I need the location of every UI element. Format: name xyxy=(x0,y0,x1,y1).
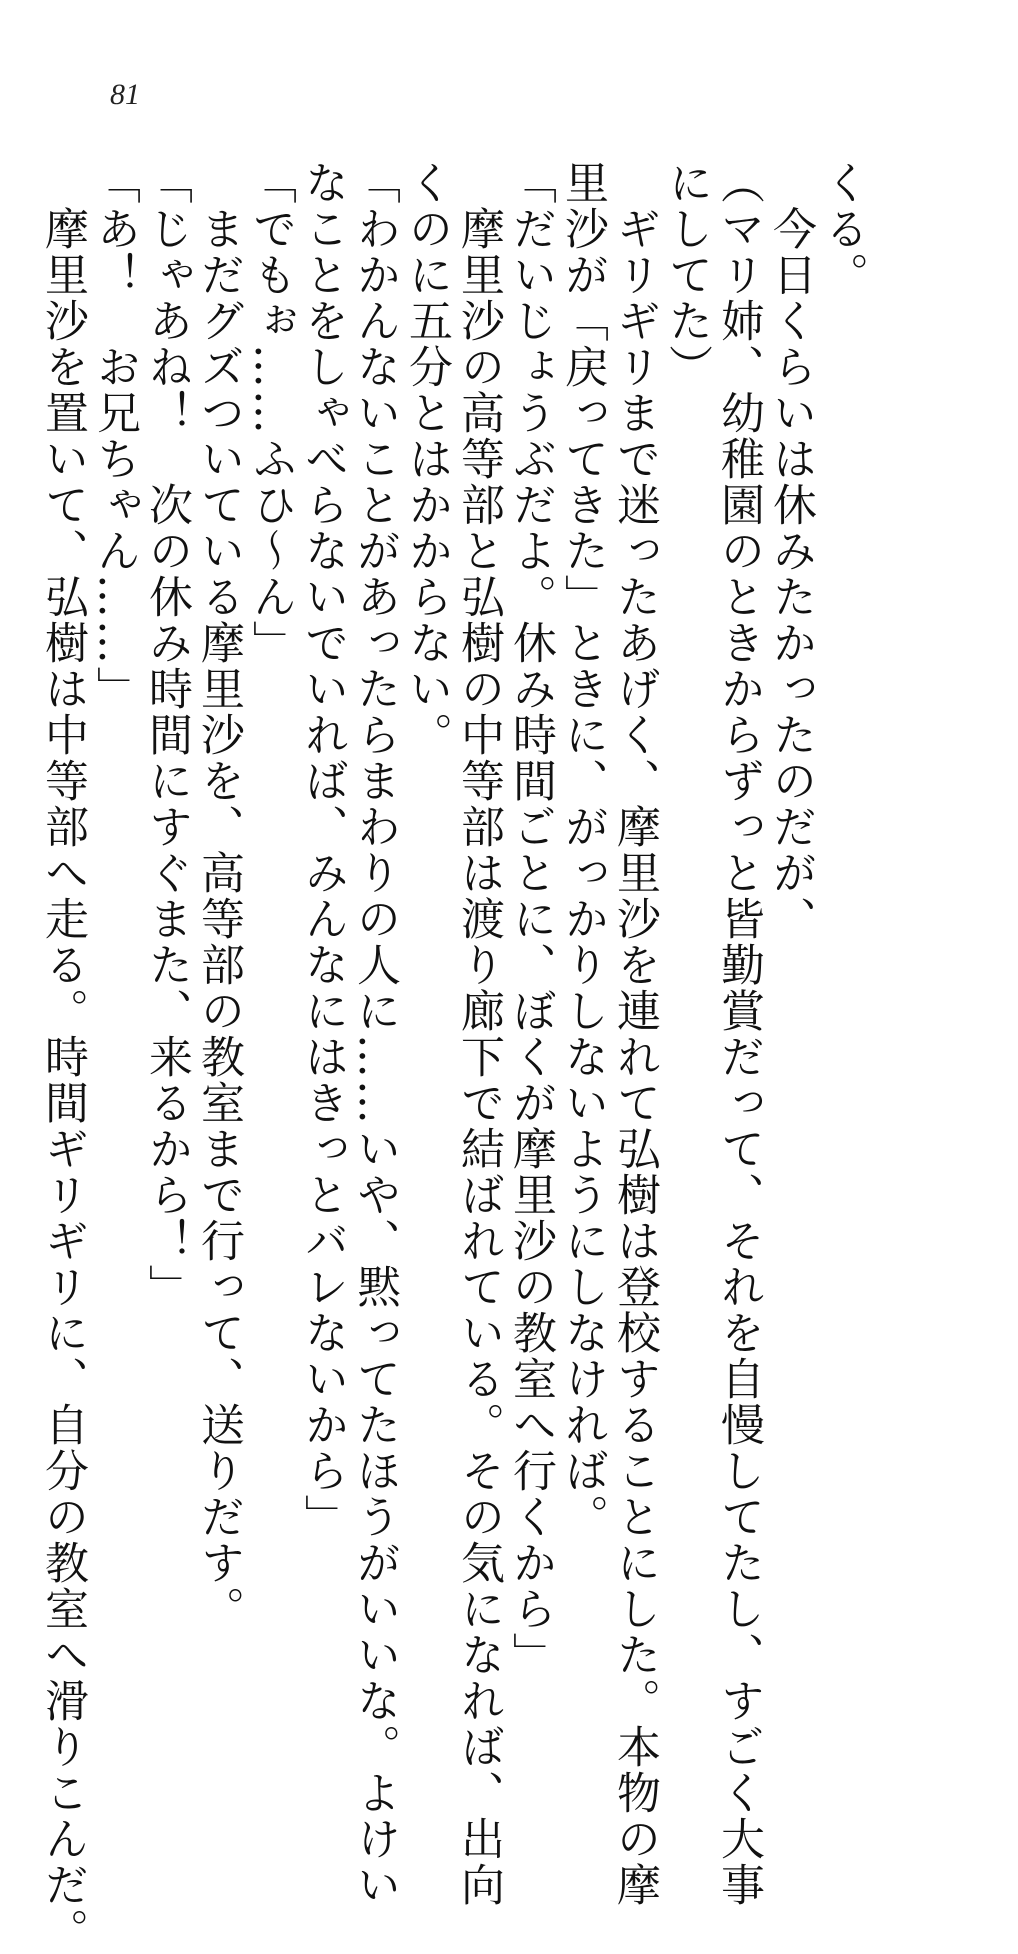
text-line: なことをしゃべらないでいれば、みんなにはきっとバレないから」 xyxy=(297,160,348,1540)
text-line: 「でもぉ……ふひ～ん」 xyxy=(245,160,296,666)
vertical-text-body xyxy=(37,160,868,1954)
text-line: 「あ！ お兄ちゃん……」 xyxy=(89,160,140,712)
text-line: 里沙が「戻ってきた」ときに、がっかりしないようにしなければ。 xyxy=(557,160,608,1540)
text-line: 今日くらいは休みたかったのだが、 xyxy=(765,160,816,942)
text-line: にしてた） xyxy=(661,160,712,390)
text-line: くのに五分とはかからない。 xyxy=(401,160,452,758)
text-line: 「じゃあね！ 次の休み時間にすぐまた、来るから！」 xyxy=(141,160,192,1310)
text-line: 摩里沙を置いて、弘樹は中等部へ走る。時間ギリギリに、自分の教室へ滑りこんだ。 xyxy=(37,160,88,1954)
text-line: 摩里沙の高等部と弘樹の中等部は渡り廊下で結ばれている。その気になれば、出向 xyxy=(453,160,504,1908)
text-line: くる。 xyxy=(817,160,868,298)
text-line: ギリギリまで迷ったあげく、摩里沙を連れて弘樹は登校することにした。本物の摩 xyxy=(609,160,660,1908)
page-number: 81 xyxy=(110,78,140,111)
text-line: まだグズついている摩里沙を、高等部の教室まで行って、送りだす。 xyxy=(193,160,244,1632)
text-line: （マリ姉、幼稚園のときからずっと皆勤賞だって、それを自慢してたし、すごく大事 xyxy=(713,160,764,1908)
text-line: 「わかんないことがあったらまわりの人に……いや、黙ってたほうがいいな。よけい xyxy=(349,160,400,1908)
text-line: 「だいじょうぶだよ。休み時間ごとに、ぼくが摩里沙の教室へ行くから」 xyxy=(505,160,556,1678)
